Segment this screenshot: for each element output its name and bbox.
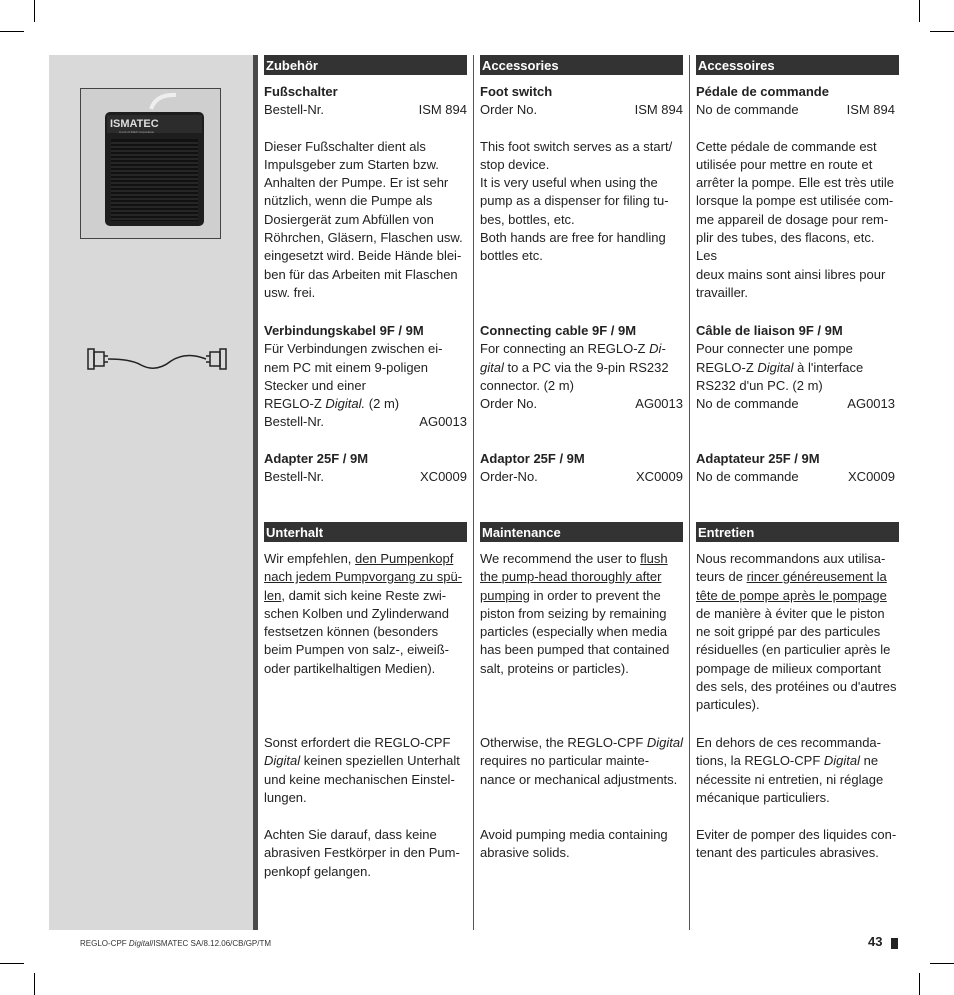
maintenance-line xyxy=(696,568,899,586)
adapter-order-row xyxy=(480,468,683,486)
order-number: ISM 894 xyxy=(418,102,467,118)
column-german xyxy=(264,55,467,930)
crop-mark xyxy=(930,963,954,964)
cable-order-row xyxy=(264,413,467,431)
foot-switch-title: Fußschalter xyxy=(264,84,338,99)
order-number: ISM 894 xyxy=(634,102,683,118)
text-run: REGLO-Z xyxy=(264,396,326,412)
order-label: No de commande xyxy=(696,102,799,118)
text-run-underlined: den Pumpenkopf xyxy=(355,551,454,566)
maintenance-line xyxy=(480,587,683,605)
other-line: requires no particular mainte- xyxy=(480,753,650,769)
foot-switch-block xyxy=(696,83,899,302)
abrasive-line: Eviter de pomper des liquides con- xyxy=(696,827,897,842)
cable-block xyxy=(264,322,467,432)
abrasive-line: penkopf gelangen. xyxy=(264,863,371,879)
maintenance-line: résiduelles (en particulier après le xyxy=(696,642,891,658)
text-run: REGLO-CPF xyxy=(80,939,129,948)
foot-switch-desc-line: bottles etc. xyxy=(480,248,543,264)
order-label: Bestell-Nr. xyxy=(264,102,324,118)
other-maintenance-block xyxy=(480,734,683,789)
foot-switch-desc-line: bes, bottles, etc. xyxy=(480,211,575,227)
other-line: nécessite ni entretien, ni réglage xyxy=(696,771,884,787)
text-run: teurs de xyxy=(696,569,747,585)
other-line: Sonst erfordert die REGLO-CPF xyxy=(264,735,451,750)
text-run-underlined: rincer généreusement la xyxy=(746,569,887,585)
cable-desc-line: nem PC mit einem 9-poligen xyxy=(264,359,429,375)
section-title-accessories: Accessories xyxy=(480,55,683,75)
foot-switch-title: Foot switch xyxy=(480,84,553,99)
footer-reference xyxy=(80,939,271,948)
maintenance-line xyxy=(696,587,899,605)
other-line xyxy=(480,734,683,752)
maintenance-line: Nous recommandons aux utilisa- xyxy=(696,551,886,566)
abrasive-line: abrasive solids. xyxy=(480,845,570,861)
column-french xyxy=(696,55,899,930)
foot-switch-desc-line: deux mains sont ainsi libres pour xyxy=(696,266,886,282)
foot-switch-desc-line: lorsque la pompe est utilisée com- xyxy=(696,193,894,209)
text-run: to a PC via the 9-pin RS232 xyxy=(503,359,669,375)
abrasive-block xyxy=(480,826,683,863)
foot-switch-desc-line: Anhalten der Pumpe. Er ist sehr xyxy=(264,175,449,191)
order-label: Order-No. xyxy=(480,469,538,485)
maintenance-line: oder partikelhaltigen Medien). xyxy=(264,660,436,676)
other-line xyxy=(264,752,467,770)
adapter-block xyxy=(696,450,899,487)
cable-desc-line xyxy=(480,359,683,377)
foot-switch-desc-line: Dieser Fußschalter dient als xyxy=(264,138,426,154)
foot-switch-title: Pédale de commande xyxy=(696,84,829,99)
cable-desc-line: Stecker und einer xyxy=(264,377,366,393)
foot-switch-desc-line: ben für das Arbeiten mit Flaschen xyxy=(264,266,458,282)
page-number: 43 xyxy=(868,934,883,949)
text-run-italic: Di- xyxy=(649,341,666,357)
maintenance-block xyxy=(480,550,683,678)
foot-switch-block xyxy=(480,83,683,266)
cable-block xyxy=(696,322,899,413)
adapter-order-row xyxy=(264,468,467,486)
abrasive-line: tenant des particules abrasives. xyxy=(696,845,879,861)
cable-order-row xyxy=(696,395,899,413)
maintenance-line xyxy=(264,568,467,586)
column-english xyxy=(480,55,683,930)
text-run: à l'interface xyxy=(793,359,864,375)
maintenance-line xyxy=(264,587,467,605)
foot-switch-desc-line: pump as a dispenser for filing tu- xyxy=(480,193,669,209)
foot-switch-desc-line: eingesetzt wird. Beide Hände blei- xyxy=(264,248,462,264)
text-run-italic: Digital xyxy=(823,753,860,769)
foot-switch-desc-line: Both hands are free for handling xyxy=(480,230,666,246)
foot-switch-desc-line: This foot switch serves as a start/ xyxy=(480,138,673,154)
foot-switch-photo xyxy=(80,88,221,239)
adapter-order-row xyxy=(696,468,899,486)
order-label: No de commande xyxy=(696,469,799,485)
text-run: Otherwise, the REGLO-CPF xyxy=(480,735,647,750)
foot-switch-block xyxy=(264,83,467,302)
other-line: und keine mechanischen Einstel- xyxy=(264,771,455,787)
cable-desc-line: Für Verbindungen zwischen ei- xyxy=(264,341,443,357)
adapter-title: Adaptateur 25F / 9M xyxy=(696,451,820,466)
cable-illustration xyxy=(86,343,231,375)
maintenance-line: particules). xyxy=(696,697,760,713)
foot-switch-desc-line: plir des tubes, des flacons, etc. Les xyxy=(696,230,875,264)
order-number: AG0013 xyxy=(635,396,683,412)
section-title-maintenance: Entretien xyxy=(696,522,899,542)
text-run-italic: Digital xyxy=(646,735,684,750)
foot-switch-order-row xyxy=(480,101,683,119)
foot-switch-desc-line: travailler. xyxy=(696,284,749,300)
other-maintenance-block xyxy=(264,734,467,807)
other-maintenance-block xyxy=(696,734,899,807)
text-run: Wir empfehlen, xyxy=(264,551,356,566)
text-run: (2 m) xyxy=(365,396,400,412)
foot-switch-desc-line: stop device. xyxy=(480,156,550,172)
crop-mark xyxy=(34,0,35,22)
other-line xyxy=(696,752,899,770)
text-run-italic: Digital xyxy=(757,359,794,375)
foot-switch-desc-line: Dosiergerät zum Abfüllen von xyxy=(264,211,434,227)
cable-block xyxy=(480,322,683,413)
cable-order-row xyxy=(480,395,683,413)
column-divider xyxy=(473,55,474,930)
text-run-underlined: flush xyxy=(640,551,668,566)
text-run: tions, la REGLO-CPF xyxy=(696,753,824,769)
maintenance-line: ne soit grippé par des particules xyxy=(696,624,881,640)
other-line: lungen. xyxy=(264,789,307,805)
maintenance-line xyxy=(264,550,467,568)
maintenance-line: des sels, des protéines ou d'autres xyxy=(696,679,897,695)
other-line: nance or mechanical adjustments. xyxy=(480,771,678,787)
text-run: ne xyxy=(860,753,879,769)
maintenance-line: festsetzen können (besonders xyxy=(264,624,439,640)
cable-title: Câble de liaison 9F / 9M xyxy=(696,323,843,338)
column-divider xyxy=(689,55,690,930)
text-run-italic: Digital. xyxy=(325,396,366,412)
cable-desc-line xyxy=(264,395,467,413)
page-marker xyxy=(891,938,898,949)
text-run-underlined: len xyxy=(264,587,282,603)
maintenance-line: particles (especially when media xyxy=(480,624,668,640)
order-number: AG0013 xyxy=(419,414,467,430)
foot-switch-desc-line: usw. frei. xyxy=(264,284,316,300)
text-run: keinen speziellen Unterhalt xyxy=(300,753,460,769)
abrasive-line: Avoid pumping media containing xyxy=(480,827,668,842)
adapter-title: Adapter 25F / 9M xyxy=(264,451,369,466)
text-run-underlined: pumping xyxy=(480,587,530,603)
text-run-italic: Digital xyxy=(264,753,301,769)
crop-mark xyxy=(919,973,920,995)
other-line: mécanique particuliers. xyxy=(696,789,830,805)
text-run-underlined: tête de pompe après le pompage xyxy=(696,587,887,603)
section-title-maintenance: Maintenance xyxy=(480,522,683,542)
text-run-italic: Digital xyxy=(128,939,152,948)
foot-switch-desc-line: Cette pédale de commande est xyxy=(696,138,877,154)
maintenance-line: schen Kolben und Zylinderwand xyxy=(264,605,450,621)
cable-desc-line: connector. (2 m) xyxy=(480,377,574,393)
maintenance-line: has been pumped that contained xyxy=(480,642,670,658)
order-label: Bestell-Nr. xyxy=(264,414,324,430)
text-run: We recommend the user to xyxy=(480,551,641,566)
foot-switch-order-row xyxy=(696,101,899,119)
maintenance-line: pompage de milieux comportant xyxy=(696,660,881,676)
crop-mark xyxy=(0,963,24,964)
order-label: No de commande xyxy=(696,396,799,412)
foot-switch-desc-line: Impulsgeber zum Starten bzw. xyxy=(264,156,439,172)
text-run: , damit sich keine Reste zwi- xyxy=(281,587,447,603)
foot-switch-order-row xyxy=(264,101,467,119)
sidebar-rule xyxy=(253,55,258,930)
crop-mark xyxy=(919,0,920,22)
order-number: XC0009 xyxy=(420,469,467,485)
order-number: XC0009 xyxy=(636,469,683,485)
maintenance-line: de manière à éviter que le piston xyxy=(696,605,885,621)
cable-desc-line: RS232 d'un PC. (2 m) xyxy=(696,377,823,393)
maintenance-line: beim Pumpen von salz-, eiweiß- xyxy=(264,642,449,658)
cable-desc-line xyxy=(480,340,683,358)
text-run: in order to prevent the xyxy=(529,587,661,603)
crop-mark xyxy=(34,973,35,995)
maintenance-line: piston from seizing by remaining xyxy=(480,605,667,621)
order-number: ISM 894 xyxy=(846,102,895,118)
maintenance-block xyxy=(696,550,899,715)
abrasive-line: abrasiven Festkörper in den Pum- xyxy=(264,845,460,861)
abrasive-block xyxy=(696,826,899,863)
crop-mark xyxy=(930,31,954,32)
abrasive-line: Achten Sie darauf, dass keine xyxy=(264,827,437,842)
text-run-italic: gital xyxy=(480,359,504,375)
text-run: REGLO-Z xyxy=(696,359,758,375)
foot-switch-desc-line: arrêter la pompe. Elle est très utile xyxy=(696,175,894,191)
foot-switch-illustration xyxy=(81,89,220,238)
foot-switch-desc-line: utilisée pour mettre en route et xyxy=(696,156,873,172)
section-title-maintenance: Unterhalt xyxy=(264,522,467,542)
order-number: XC0009 xyxy=(848,469,895,485)
cable-title: Verbindungskabel 9F / 9M xyxy=(264,323,424,338)
text-run-underlined: the pump-head thoroughly after xyxy=(480,569,662,585)
brand-logo: ISMATEC xyxy=(110,118,159,130)
section-title-accessories: Zubehör xyxy=(264,55,467,75)
other-line: En dehors de ces recommanda- xyxy=(696,735,881,750)
order-number: AG0013 xyxy=(847,396,895,412)
foot-switch-desc-line: Röhrchen, Gläsern, Flaschen usw. xyxy=(264,230,463,246)
text-run: For connecting an REGLO-Z xyxy=(480,341,650,357)
section-title-accessories: Accessoires xyxy=(696,55,899,75)
order-label: Order No. xyxy=(480,396,538,412)
order-label: Bestell-Nr. xyxy=(264,469,324,485)
adapter-block xyxy=(264,450,467,487)
text-run: /ISMATEC SA/8.12.06/CB/GP/TM xyxy=(151,939,272,948)
crop-mark xyxy=(0,31,24,32)
adapter-block xyxy=(480,450,683,487)
cable-desc-line xyxy=(696,359,899,377)
order-label: Order No. xyxy=(480,102,538,118)
abrasive-block xyxy=(264,826,467,881)
foot-switch-desc-line: me appareil de dosage pour rem- xyxy=(696,211,889,227)
cable-title: Connecting cable 9F / 9M xyxy=(480,323,637,338)
text-run-underlined: nach jedem Pumpvorgang zu spü- xyxy=(264,569,463,585)
maintenance-block xyxy=(264,550,467,678)
maintenance-line: salt, proteins or particles). xyxy=(480,660,629,676)
maintenance-line xyxy=(480,550,683,568)
cable-desc-line: Pour connecter une pompe xyxy=(696,341,853,357)
maintenance-line xyxy=(480,568,683,586)
brand-tagline: A unit of IDEX Corporation xyxy=(119,130,155,134)
adapter-title: Adaptor 25F / 9M xyxy=(480,451,585,466)
foot-switch-desc-line: nützlich, wenn die Pumpe als xyxy=(264,193,433,209)
foot-switch-desc-line: It is very useful when using the xyxy=(480,175,658,191)
